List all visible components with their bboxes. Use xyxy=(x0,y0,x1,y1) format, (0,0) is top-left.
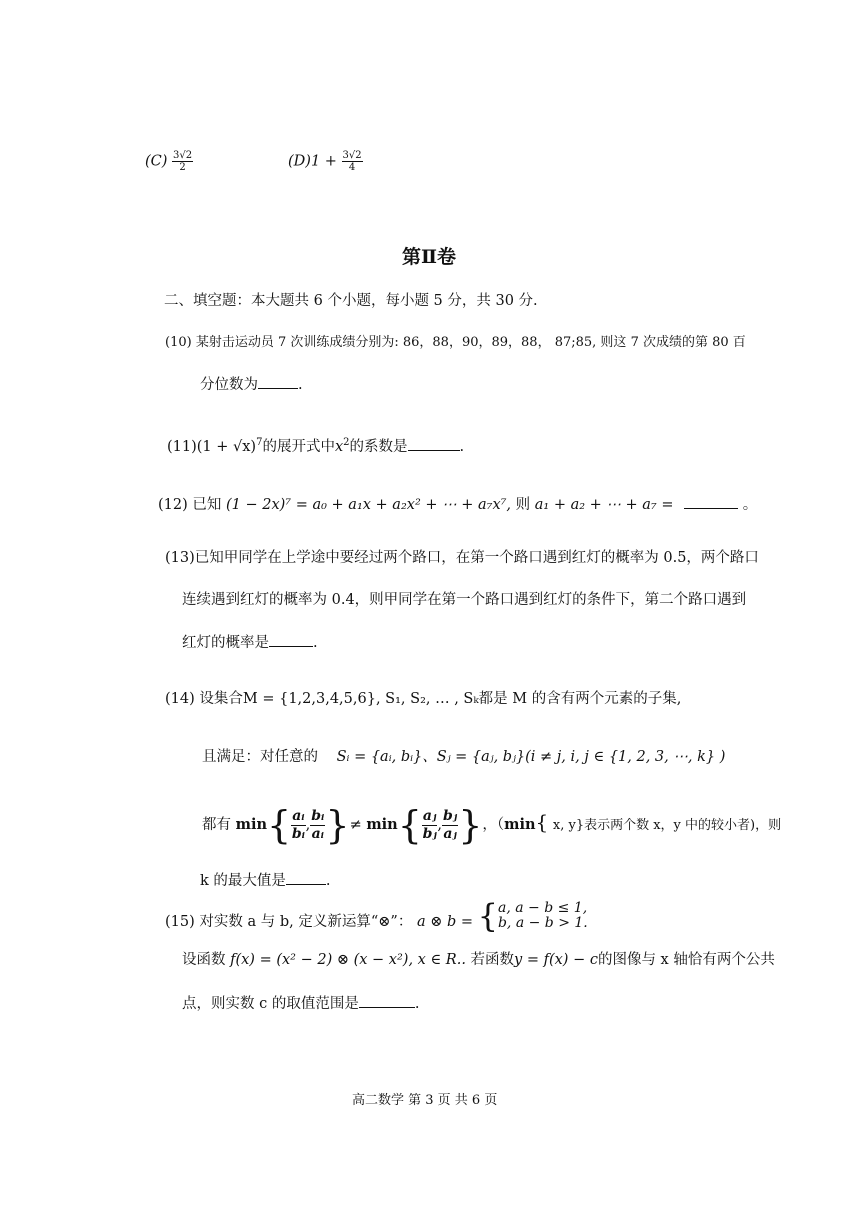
question-15-line1: (15) 对实数 a 与 b, 定义新运算“⊗”： a ⊗ b = { a, a − b ≤ 1, b, a − b > 1. xyxy=(165,897,588,935)
option-c-fraction: $\frac{3√2}{2}$ xyxy=(173,150,193,173)
option-c: (C) $\frac{3√2}{2}$ xyxy=(145,150,193,173)
option-d-fraction: $\frac{3√2}{4}$ xyxy=(342,150,362,173)
question-14-line1: (14) 设集合M = {1,2,3,4,5,6}, S₁, S₂, … , Sₖ都是 M 的含有两个元素的子集, xyxy=(165,691,682,707)
question-15-line2: 设函数 f(x) = (x² − 2) ⊗ (x − x²), x ∈ R.. 若函数y = f(x) − c的图像与 x 轴恰有两个公共 xyxy=(182,952,775,968)
question-14-line2: 且满足：对任意的 Sᵢ = {aᵢ, bᵢ}、Sⱼ = {aⱼ, bⱼ}(i ≠ j, i, j ∈ {1, 2, 3, ⋯, k} ) xyxy=(202,749,726,765)
question-12: (12) 已知 (1 − 2x)⁷ = a₀ + a₁x + a₂x² + ⋯ + a₇x⁷, 则 a₁ + a₂ + ⋯ + a₇ = 。 xyxy=(158,493,757,514)
question-15-line3: 点，则实数 c 的取值范围是 . xyxy=(182,992,419,1013)
answer-blank xyxy=(359,993,415,1009)
question-10-line2: 分位数为 . xyxy=(200,373,303,394)
answer-blank xyxy=(684,494,738,510)
question-11: $(11)(1 + √x)^7$的展开式中$x^2$的系数是 . xyxy=(167,437,465,455)
option-d: (D)1 + $\frac{3√2}{4}$ xyxy=(288,150,362,173)
page-footer: 高二数学 第 3 页 共 6 页 xyxy=(352,1093,498,1108)
answer-blank xyxy=(258,374,298,390)
question-13-line2: 连续遇到红灯的概率为 0.4，则甲同学在第一个路口遇到红灯的条件下，第二个路口遇到 xyxy=(182,592,747,608)
section-title: 第Ⅱ卷 xyxy=(402,246,457,268)
section-heading: 二、填空题：本大题共 6 个小题，每小题 5 分，共 30 分. xyxy=(164,293,538,309)
question-14-line3: 都有 min{ $\frac{\text{aᵢ}}{\text{bᵢ}}$, $\frac{\text{bᵢ}}{\text{aᵢ}}\}\ne \min${ $\frac{\text{aⱼ}}{\text{bⱼ}}$, $\frac{\text{bⱼ}}{\text{aⱼ}}$}，（min{ x, y}表示两个数 x，y 中的较小者)，则 xyxy=(202,803,782,847)
answer-blank xyxy=(408,436,460,452)
question-14-line4: k 的最大值是 . xyxy=(200,869,331,890)
answer-blank xyxy=(269,632,313,648)
question-10-line1: (10) 某射击运动员 7 次训练成绩分别为: 86，88，90，89，88， 87;85, 则这 7 次成绩的第 80 百 xyxy=(165,335,746,350)
question-13-line1: (13)已知甲同学在上学途中要经过两个路口，在第一个路口遇到红灯的概率为 0.5，两个路口 xyxy=(165,550,759,566)
question-13-line3: 红灯的概率是 . xyxy=(182,631,318,652)
answer-blank xyxy=(286,870,326,886)
